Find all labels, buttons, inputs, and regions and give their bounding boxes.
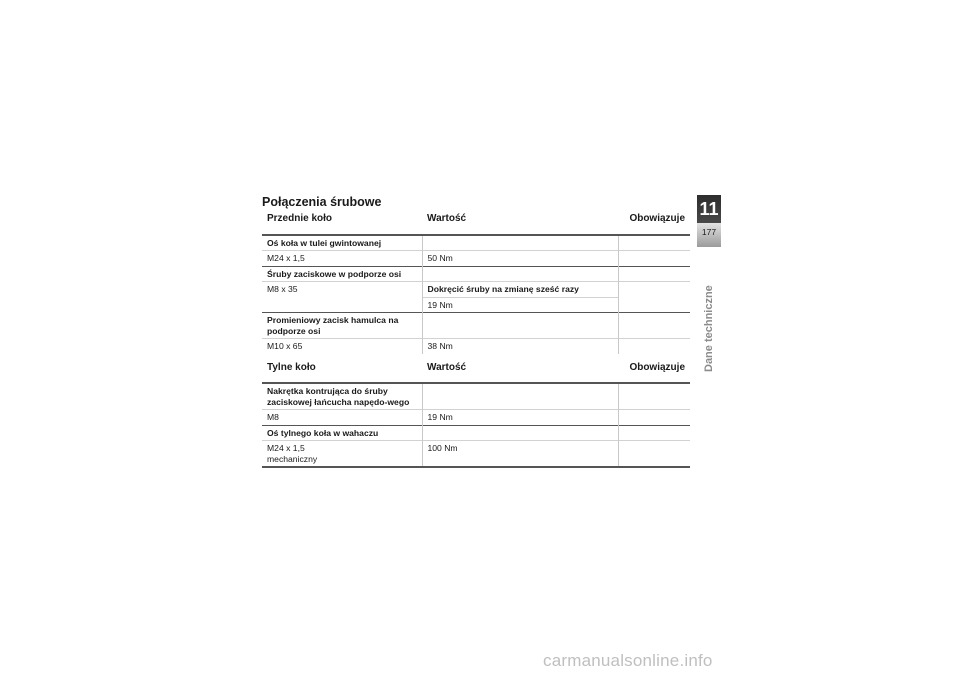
item-brake-caliper: Promieniowy zacisk hamulca na podporze osi xyxy=(262,313,422,339)
value-axle-clamp-bolts: 19 Nm xyxy=(422,297,618,313)
col-header-front-wheel: Przednie koło xyxy=(262,208,422,235)
col-header-value: Wartość xyxy=(422,354,618,384)
table-row xyxy=(262,441,690,468)
table-row xyxy=(262,313,690,339)
table-row xyxy=(262,425,690,441)
size-rear-axle xyxy=(262,441,422,468)
table-row xyxy=(262,266,690,282)
size-rear-axle-thread: M24 x 1,5 xyxy=(267,443,305,453)
col-header-applies: Obowiązuje xyxy=(618,208,690,235)
table-row xyxy=(262,251,690,267)
bolted-connections-table xyxy=(262,208,690,468)
table-row xyxy=(262,282,690,298)
col-header-value: Wartość xyxy=(422,208,618,235)
item-chain-locknut: Nakrętka kontrująca do śruby zaciskowej łańcucha napędo-wego xyxy=(267,386,410,407)
col-header-rear-wheel: Tylne koło xyxy=(262,354,422,384)
size-axle-clamp-bolts: M8 x 35 xyxy=(262,282,422,313)
item-rear-axle: Oś tylnego koła w wahaczu xyxy=(262,425,422,441)
rear-wheel-header-row xyxy=(262,354,690,384)
item-axle-clamp-bolts: Śruby zaciskowe w podporze osi xyxy=(262,266,422,282)
item-front-axle: Oś koła w tulei gwintowanej xyxy=(267,237,382,248)
front-wheel-header-row xyxy=(262,208,690,235)
table-row xyxy=(262,235,690,251)
size-chain-locknut: M8 xyxy=(262,410,422,426)
section-title: Połączenia śrubowe xyxy=(262,195,382,209)
value-brake-caliper: 38 Nm xyxy=(422,339,618,354)
col-header-applies: Obowiązuje xyxy=(618,354,690,384)
table-row xyxy=(262,410,690,426)
size-brake-caliper: M10 x 65 xyxy=(262,339,422,354)
value-chain-locknut: 19 Nm xyxy=(422,410,618,426)
table-row xyxy=(262,383,690,410)
instruction-axle-clamp-bolts: Dokręcić śruby na zmianę sześć razy xyxy=(422,282,618,298)
chapter-number: 11 xyxy=(699,199,719,219)
size-front-axle: M24 x 1,5 xyxy=(262,251,422,267)
value-front-axle: 50 Nm xyxy=(422,251,618,267)
value-rear-axle: 100 Nm xyxy=(422,441,618,468)
page-number: 177 xyxy=(701,227,717,237)
watermark: carmanualsonline.info xyxy=(543,651,713,670)
table-row xyxy=(262,339,690,354)
size-rear-axle-note: mechaniczny xyxy=(267,453,318,464)
chapter-label: Dane techniczne xyxy=(703,285,715,372)
